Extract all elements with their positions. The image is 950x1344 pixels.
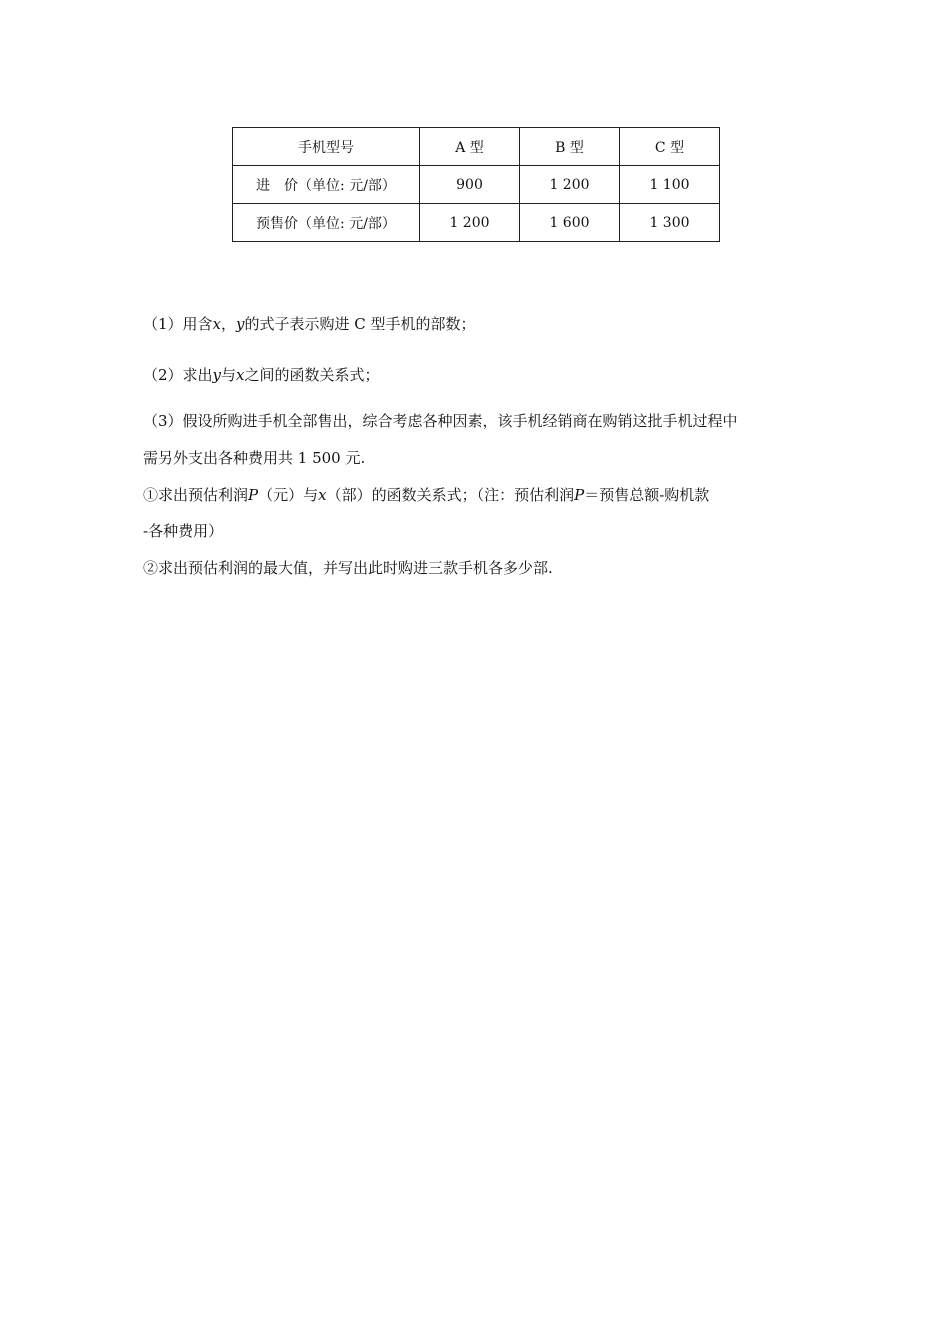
table-cell: 900 [420, 166, 520, 204]
table-header-cell: A 型 [420, 128, 520, 166]
question-text: 与 [221, 366, 237, 384]
table-row [233, 166, 720, 204]
question-text: ， [221, 315, 237, 333]
question-text: （2）求出 [143, 366, 213, 384]
table-header-cell: B 型 [520, 128, 620, 166]
variable-y: y [212, 366, 222, 384]
table-header-cell: 手机型号 [233, 128, 420, 166]
question-3a [143, 485, 823, 505]
question-text: 的式子表示购进 C 型手机的部数； [244, 315, 476, 333]
phone-price-table [232, 127, 720, 242]
question-3b: ②求出预估利润的最大值，并写出此时购进三款手机各多少部. [143, 559, 553, 577]
table-header-row [233, 128, 720, 166]
variable-y: y [236, 315, 245, 333]
variable-x: x [212, 315, 222, 333]
variable-p: P [248, 486, 259, 504]
variable-x: x [318, 486, 327, 504]
table-cell: 1 300 [620, 204, 720, 242]
table-cell: 1 100 [620, 166, 720, 204]
question-text: ①求出预估利润 [143, 486, 249, 504]
question-text: （元）与 [258, 486, 319, 504]
table-cell: 1 200 [520, 166, 620, 204]
question-text: （1）用含 [143, 315, 213, 333]
variable-x: x [236, 366, 245, 384]
question-1 [143, 314, 823, 334]
question-2 [143, 365, 823, 385]
table-header-cell: C 型 [620, 128, 720, 166]
table-cell: 进 价（单位: 元/部） [233, 166, 420, 204]
table-cell: 预售价（单位: 元/部） [233, 204, 420, 242]
question-3a-line-2: -各种费用） [143, 522, 224, 540]
question-text: ＝预售总额-购机款 [584, 486, 710, 504]
question-text: （部）的函数关系式；（注：预估利润 [326, 486, 575, 504]
question-3-line-2: 需另外支出各种费用共 1 500 元. [143, 449, 366, 467]
table-cell: 1 600 [520, 204, 620, 242]
question-text: 之间的函数关系式； [244, 366, 380, 384]
variable-p: P [574, 486, 585, 504]
question-3-line-1: （3）假设所购进手机全部售出，综合考虑各种因素，该手机经销商在购销这批手机过程中 [143, 412, 738, 430]
table-row [233, 204, 720, 242]
table-cell: 1 200 [420, 204, 520, 242]
